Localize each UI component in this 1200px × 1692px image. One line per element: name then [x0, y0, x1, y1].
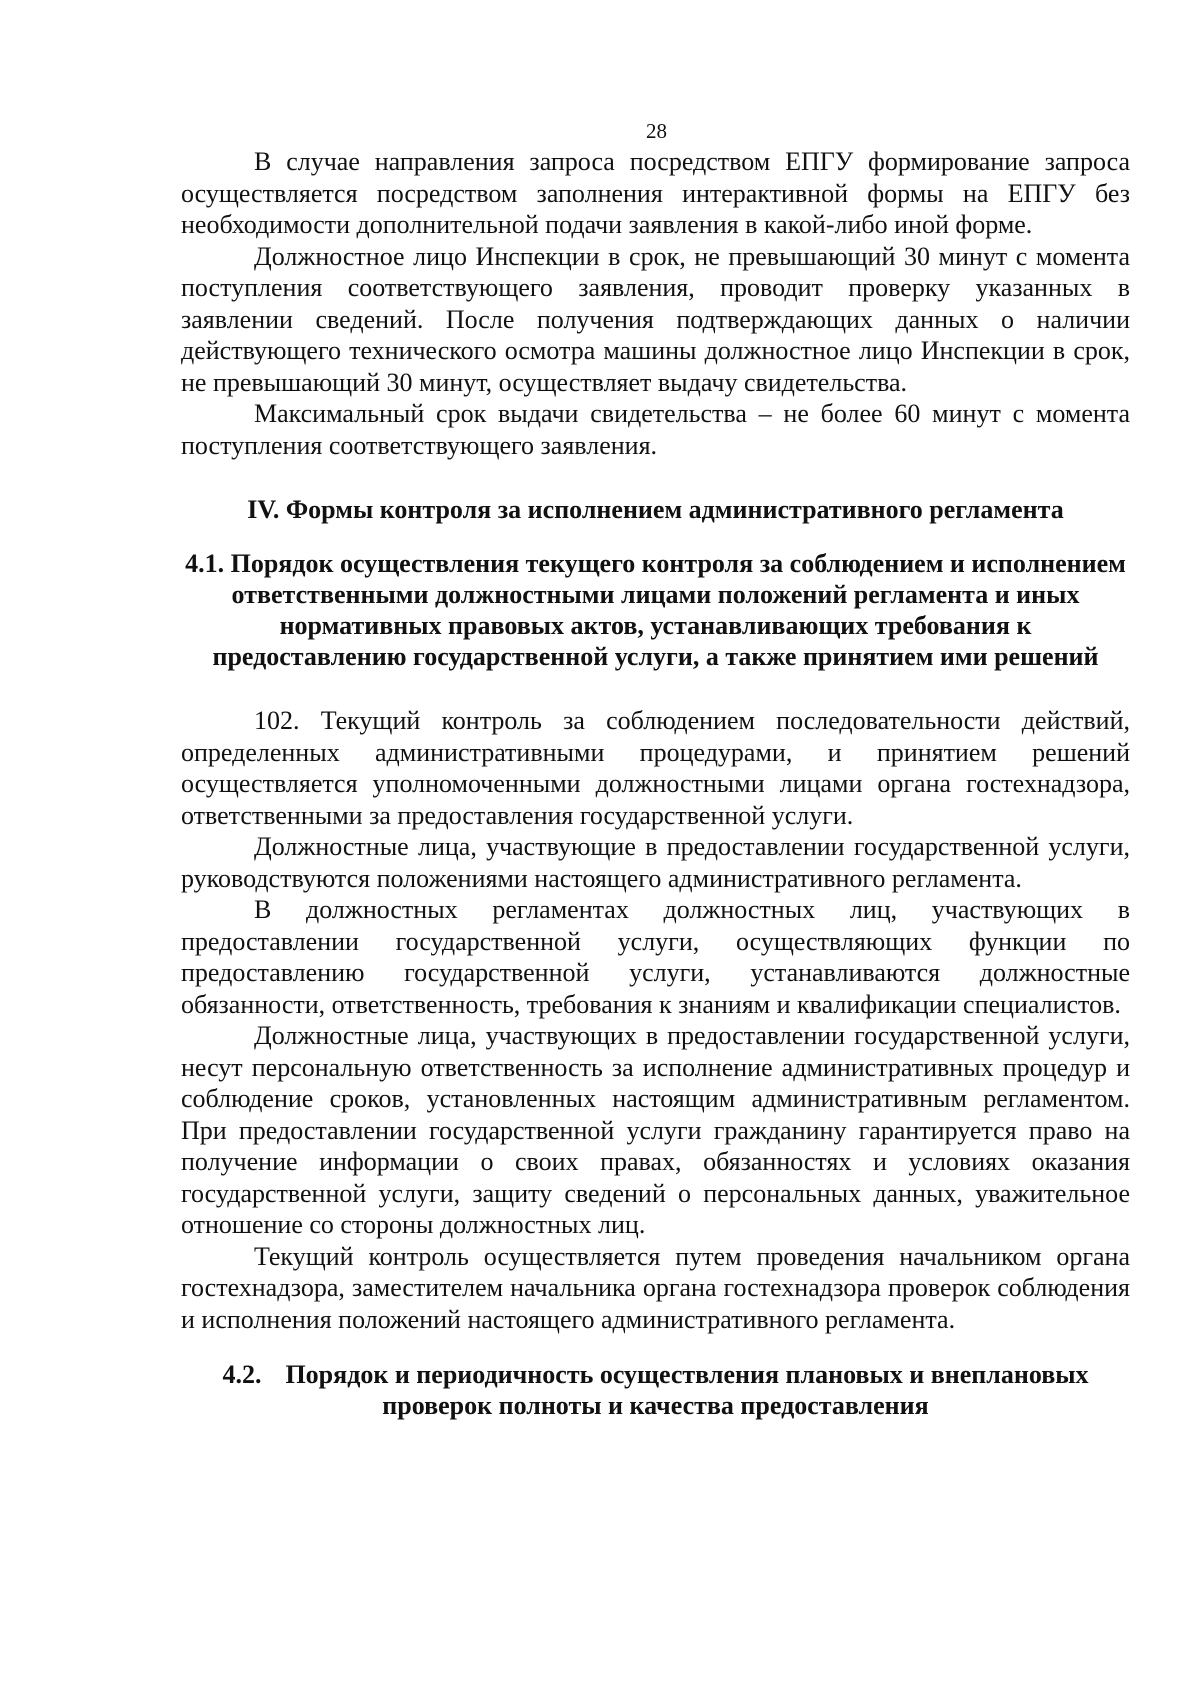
paragraph: 102. Текущий контроль за соблюдением последовательности действий, определенных административными процедурами, и принятием решений осуществляется уполномоченными должностными лицами органа гостехнадзора, ответственными за предоставления государственной услуги. — [181, 706, 1130, 830]
subsection-heading: 4.1. Порядок осуществления текущего контроля за соблюдением и исполнением ответственными должностными лицами положений регламента и иных нормативных правовых актов, устанавливающих требования к предоставлению государственной услуги, а также принятием ими решений — [185, 549, 1126, 671]
subsection-heading — [181, 1359, 1130, 1421]
subsection-number: 4.2. — [222, 1360, 262, 1389]
page-number: 28 — [646, 119, 667, 143]
paragraph: Должностные лица, участвующих в предоставлении государственной услуги, несут персональную ответственность за исполнение административных процедур и соблюдение сроков, установленных настоящим административным регламентом. При предоставлении государственной услуги гражданину гарантируется право на получение информации о своих правах, обязанностях и условиях оказания государственной услуги, защиту сведений о персональных данных, уважительное отношение со стороны должностных лиц. — [181, 1021, 1130, 1239]
section-heading: IV. Формы контроля за исполнением административного регламента — [247, 495, 1064, 524]
paragraph: Должностное лицо Инспекции в срок, не превышающий 30 минут с момента поступления соответствующего заявления, проводит проверку указанных в заявлении сведений. После получения подтверждающих данных о наличии действующего технического осмотра машины должностное лицо Инспекции в срок, не превышающий 30 минут, осуществляет выдачу свидетельства. — [181, 241, 1130, 397]
document-body — [181, 146, 1130, 1421]
paragraph: Текущий контроль осуществляется путем проведения начальником органа гостехнадзора, заместителем начальника органа гостехнадзора проверок соблюдения и исполнения положений настоящего административного регламента. — [181, 1241, 1130, 1334]
paragraph: В должностных регламентах должностных лиц, участвующих в предоставлении государственной услуги, осуществляющих функции по предоставлению государственной услуги, устанавливаются должностные обязанности, ответственность, требования к знаниям и квалификации специалистов. — [181, 895, 1130, 1019]
paragraph: Должностные лица, участвующие в предоставлении государственной услуги, руководствуются положениями настоящего административного регламента. — [181, 832, 1130, 893]
subsection-title: Порядок и периодичность осуществления плановых и внеплановых проверок полноты и качества предоставления — [285, 1360, 1089, 1420]
paragraph: В случае направления запроса посредством ЕПГУ формирование запроса осуществляется посредством заполнения интерактивной формы на ЕПГУ без необходимости дополнительной подачи заявления в какой-либо иной форме. — [181, 147, 1130, 239]
paragraph: Максимальный срок выдачи свидетельства – не более 60 минут с момента поступления соответствующего заявления. — [181, 399, 1130, 460]
